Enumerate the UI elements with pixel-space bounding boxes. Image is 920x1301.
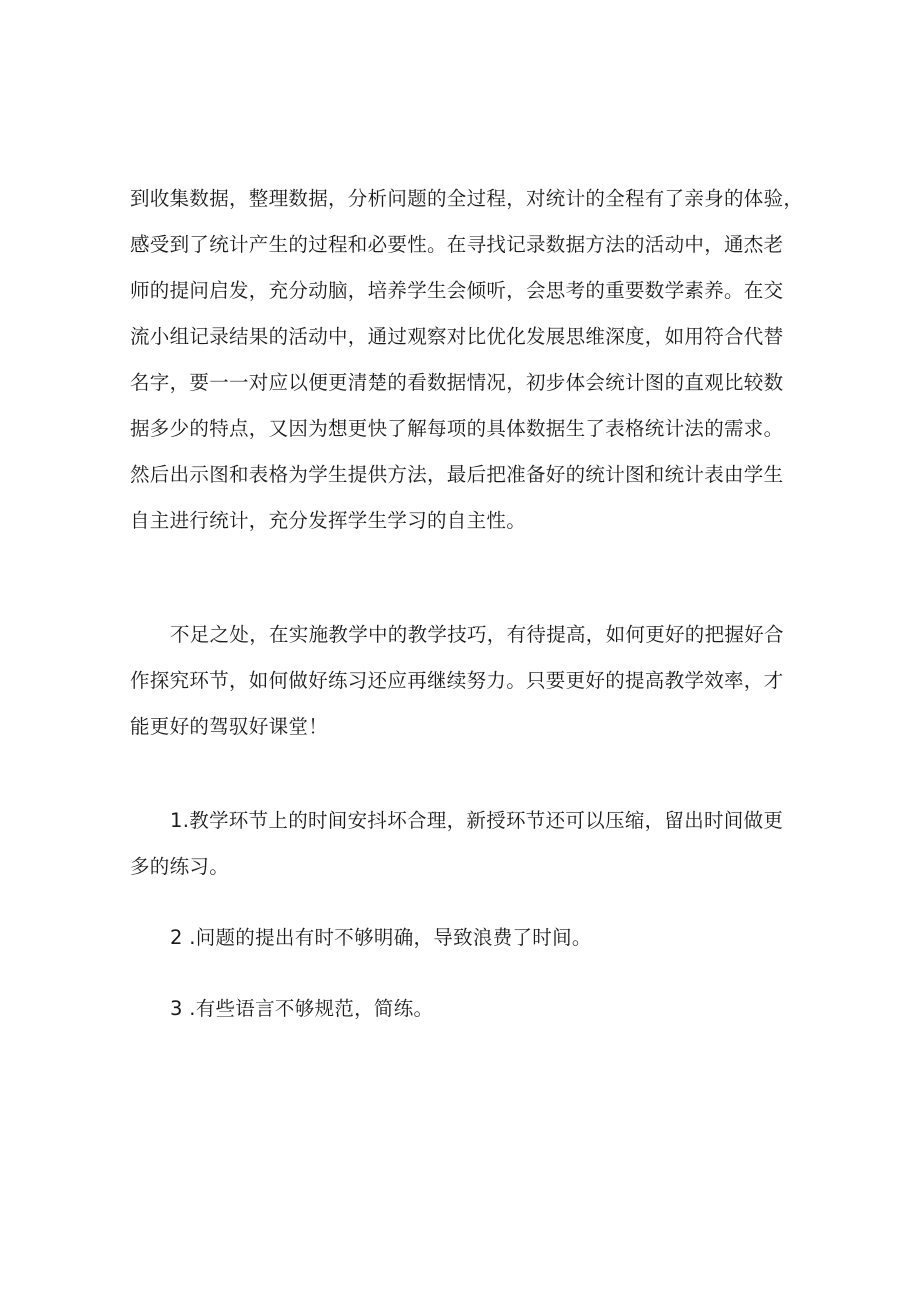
paragraph-reflection-process	[130, 176, 820, 544]
text-line: 自主进行统计，充分发挥学生学习的自主性。	[130, 509, 527, 532]
text-line: 师的提问启发，充分动脑，培养学生会倾听，会思考的重要数学素养。在交	[130, 279, 784, 302]
text-line: 1.教学环节上的时间安抖坏合理，新授环节还可以压缩，留出时间做更	[170, 809, 784, 832]
text-line: 不足之处，在实施教学中的教学技巧，有待提高，如何更好的把握好合	[170, 623, 784, 646]
list-item-1	[130, 798, 820, 890]
paragraph-shortcomings	[130, 612, 820, 750]
text-line: 多的练习。	[130, 855, 230, 878]
text-line: 名字，要一一对应以便更清楚的看数据情况，初步体会统计图的直观比较数	[130, 371, 784, 394]
list-item-3	[130, 986, 820, 1032]
text-line: 然后出示图和表格为学生提供方法，最后把准备好的统计图和统计表由学生	[130, 463, 784, 486]
text-line: 3 .有些语言不够规范，简练。	[170, 997, 434, 1020]
text-line: 感受到了统计产生的过程和必要性。在寻找记录数据方法的活动中，通杰老	[130, 233, 784, 256]
text-line: 据多少的特点，又因为想更快了解每项的具体数据生了表格统计法的需求。	[130, 417, 784, 440]
text-line: 作探究环节，如何做好练习还应再继续努力。只要更好的提高教学效率，才	[130, 669, 784, 692]
list-item-2	[130, 915, 820, 961]
text-line: 流小组记录结果的活动中，通过观察对比优化发展思维深度，如用符合代替	[130, 325, 784, 348]
text-line: 2 .问题的提出有时不够明确，导致浪费了时间。	[170, 926, 592, 949]
text-line: 能更好的驾驭好课堂！	[130, 715, 329, 738]
text-line: 到收集数据，整理数据，分析问题的全过程，对统计的全程有了亲身的体验，	[130, 187, 804, 210]
